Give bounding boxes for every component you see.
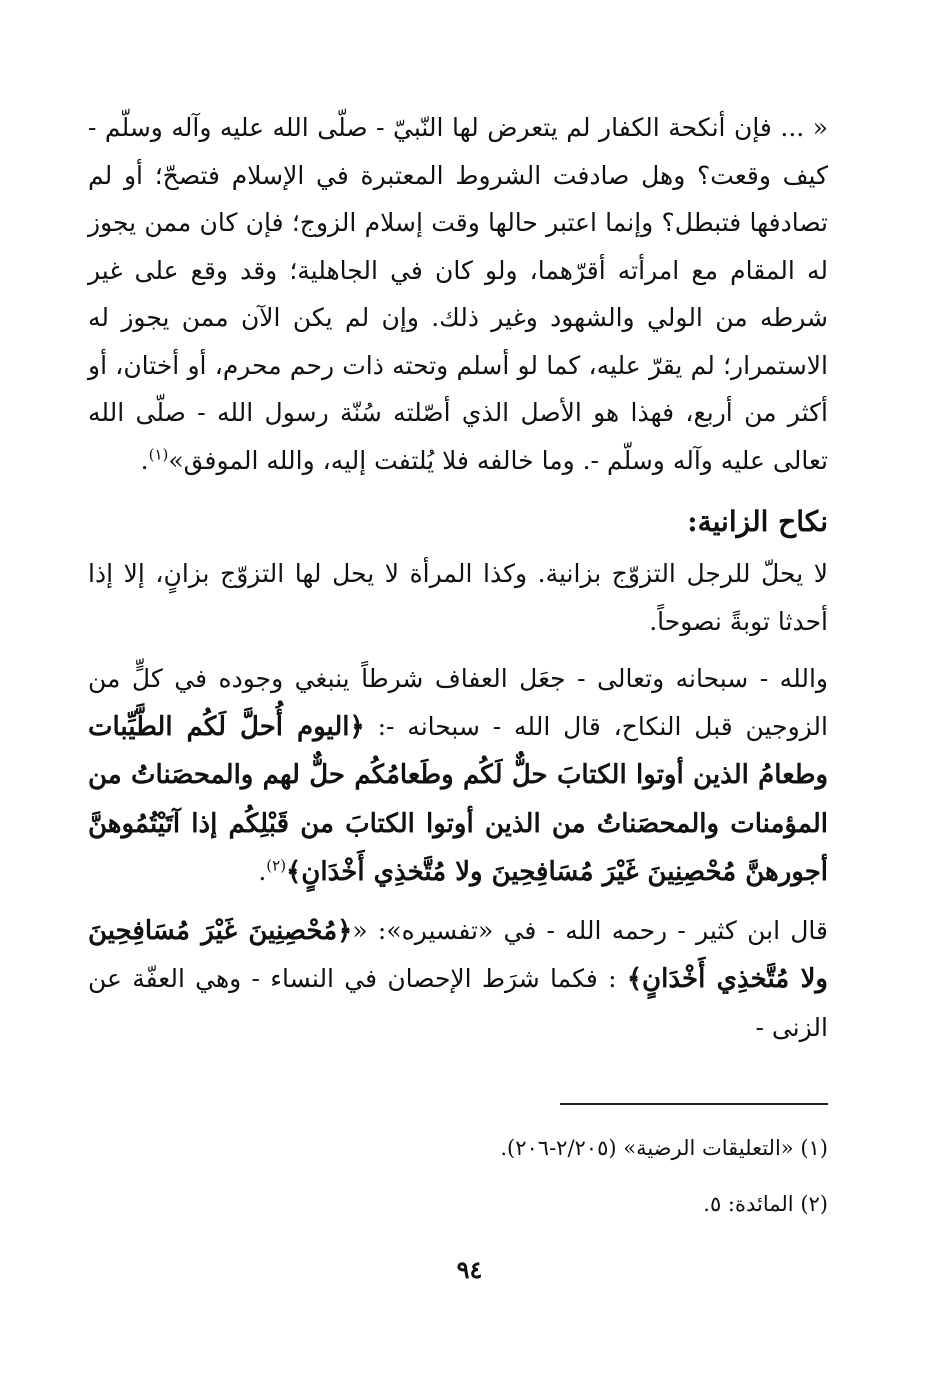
footnote-ref-1: (١) — [148, 445, 169, 464]
quran-verse-quote: ﴿مُحْصِنِينَ غَيْرَ مُسَافِحِينَ ولا مُتَّخذِي أَخْدَانٍ﴾ — [88, 915, 828, 994]
footnote-2: (٢) المائدة: ٥. — [703, 1192, 828, 1216]
page-number: ٩٤ — [456, 1255, 483, 1284]
paragraph-quote — [88, 104, 828, 484]
paragraph-ruling: لا يحلّ للرجل التزوّج بزانية. وكذا المرأة لا يحل لها التزوّج بزانٍ، إلا إذا أحدثا توبةً نصوحاً. — [88, 559, 828, 636]
verse-intro: والله - سبحانه وتعالى - جعَل العفاف شرطاً ينبغي وجوده في كلٍّ من الزوجين قبل النكاح، قال الله - سبحانه -: — [88, 664, 828, 741]
footnote-divider — [560, 1103, 828, 1105]
paragraph-verse — [88, 655, 828, 897]
spacer — [88, 645, 828, 655]
ibn-kathir-intro: قال ابن كثير - رحمه الله - في «تفسيره»: « — [352, 915, 828, 945]
ibn-kathir-rest: : فكما شرَط الإحصان في النساء - وهي العفّة عن الزنى - — [88, 964, 828, 1042]
verse-end: . — [258, 857, 267, 886]
quote-end: . — [140, 445, 149, 475]
footnote-1: (١) «التعليقات الرضية» (٢/٢٠٥-٢٠٦). — [500, 1136, 828, 1160]
main-text — [88, 104, 828, 1051]
section-heading: نكاح الزانية: — [687, 505, 828, 538]
footnotes — [88, 1120, 828, 1232]
paragraph-ibn-kathir — [88, 907, 828, 1052]
quote-text: « ... فإن أنكحة الكفار لم يتعرض لها النّبيّ - صلّى الله عليه وآله وسلّم - كيف وقعت؟ وهل صادفت الشروط المعتبرة في الإسلام فتصحّ؛ أو لم تصادفها فتبطل؟ وإنما اعتبر حالها وقت إسلام الزوج؛ فإن كان ممن يجوز له المقام مع امرأته أقرّهما، ولو كان في الجاهلية؛ وقد وقع على غير شرطه من الولي والشهود وغير ذلك. وإن لم يكن الآن ممن يجوز له الاستمرار؛ لم يقرّ عليه، كما لو أسلم وتحته ذات رحم محرم، أو أختان، أو أكثر من أربع، فهذا هو الأصل الذي أصّلته سُنّة رسول الله - صلّى الله تعالى عليه وآله وسلّم -. وما خالفه فلا يُلتفت إليه، والله الموفق» — [88, 113, 828, 475]
quran-verse: ﴿اليوم أُحلَّ لَكُم الطَّيِّبات وطعامُ الذين أوتوا الكتابَ حلٌّ لَكُم وطَعامُكُم حلٌّ لهم والمحصَناتُ من المؤمنات والمحصَناتُ من الذين أوتوا الكتابَ من قَبْلِكُم إذا آتَيْتُمُوهنَّ أجورهنَّ مُحْصِنِينَ غَيْرَ مُسَافِحِينَ ولا مُتَّخذِي أَخْدَانٍ﴾ — [88, 711, 828, 887]
footnote-ref-2: (٢) — [266, 856, 287, 875]
spacer — [88, 897, 828, 907]
